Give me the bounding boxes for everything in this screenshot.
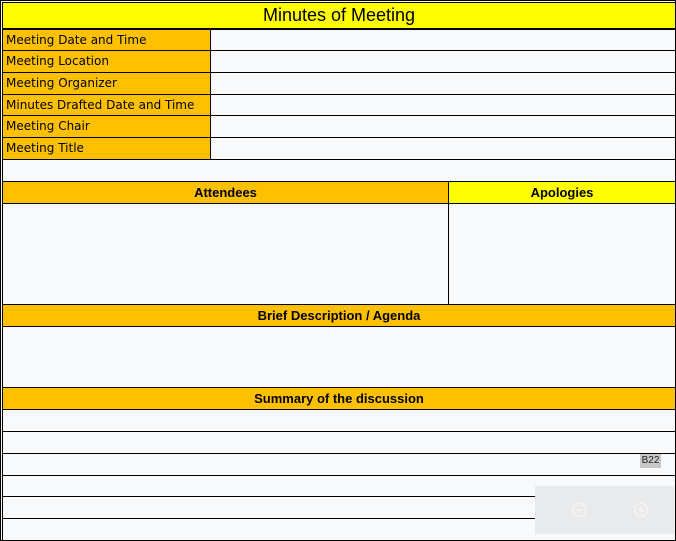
label-meeting-location: Meeting Location (2, 50, 211, 73)
value-meeting-title[interactable] (210, 137, 676, 160)
summary-row[interactable] (2, 431, 676, 454)
attendees-header: Attendees (2, 181, 449, 204)
label-meeting-date-time: Meeting Date and Time (2, 29, 211, 51)
sheet-title: Minutes of Meeting (2, 2, 676, 29)
value-meeting-date-time[interactable] (210, 29, 676, 51)
cell-reference-badge: B22 (641, 455, 660, 466)
attendees-cell[interactable] (2, 203, 449, 305)
agenda-cell[interactable] (2, 326, 676, 388)
label-meeting-organizer: Meeting Organizer (2, 72, 211, 95)
label-meeting-chair: Meeting Chair (2, 115, 211, 138)
value-meeting-organizer[interactable] (210, 72, 676, 95)
summary-row[interactable] (2, 409, 676, 432)
zoom-control (535, 486, 675, 534)
agenda-header: Brief Description / Agenda (2, 304, 676, 327)
spacer-row[interactable] (2, 159, 676, 182)
zoom-in-icon[interactable] (633, 502, 649, 518)
label-meeting-title: Meeting Title (2, 137, 211, 160)
label-minutes-drafted: Minutes Drafted Date and Time (2, 94, 211, 116)
value-meeting-location[interactable] (210, 50, 676, 73)
summary-row[interactable] (2, 453, 676, 476)
summary-header: Summary of the discussion (2, 387, 676, 410)
zoom-out-icon[interactable] (571, 502, 587, 518)
value-meeting-chair[interactable] (210, 115, 676, 138)
apologies-cell[interactable] (448, 203, 676, 305)
apologies-header: Apologies (448, 181, 676, 204)
value-minutes-drafted[interactable] (210, 94, 676, 116)
